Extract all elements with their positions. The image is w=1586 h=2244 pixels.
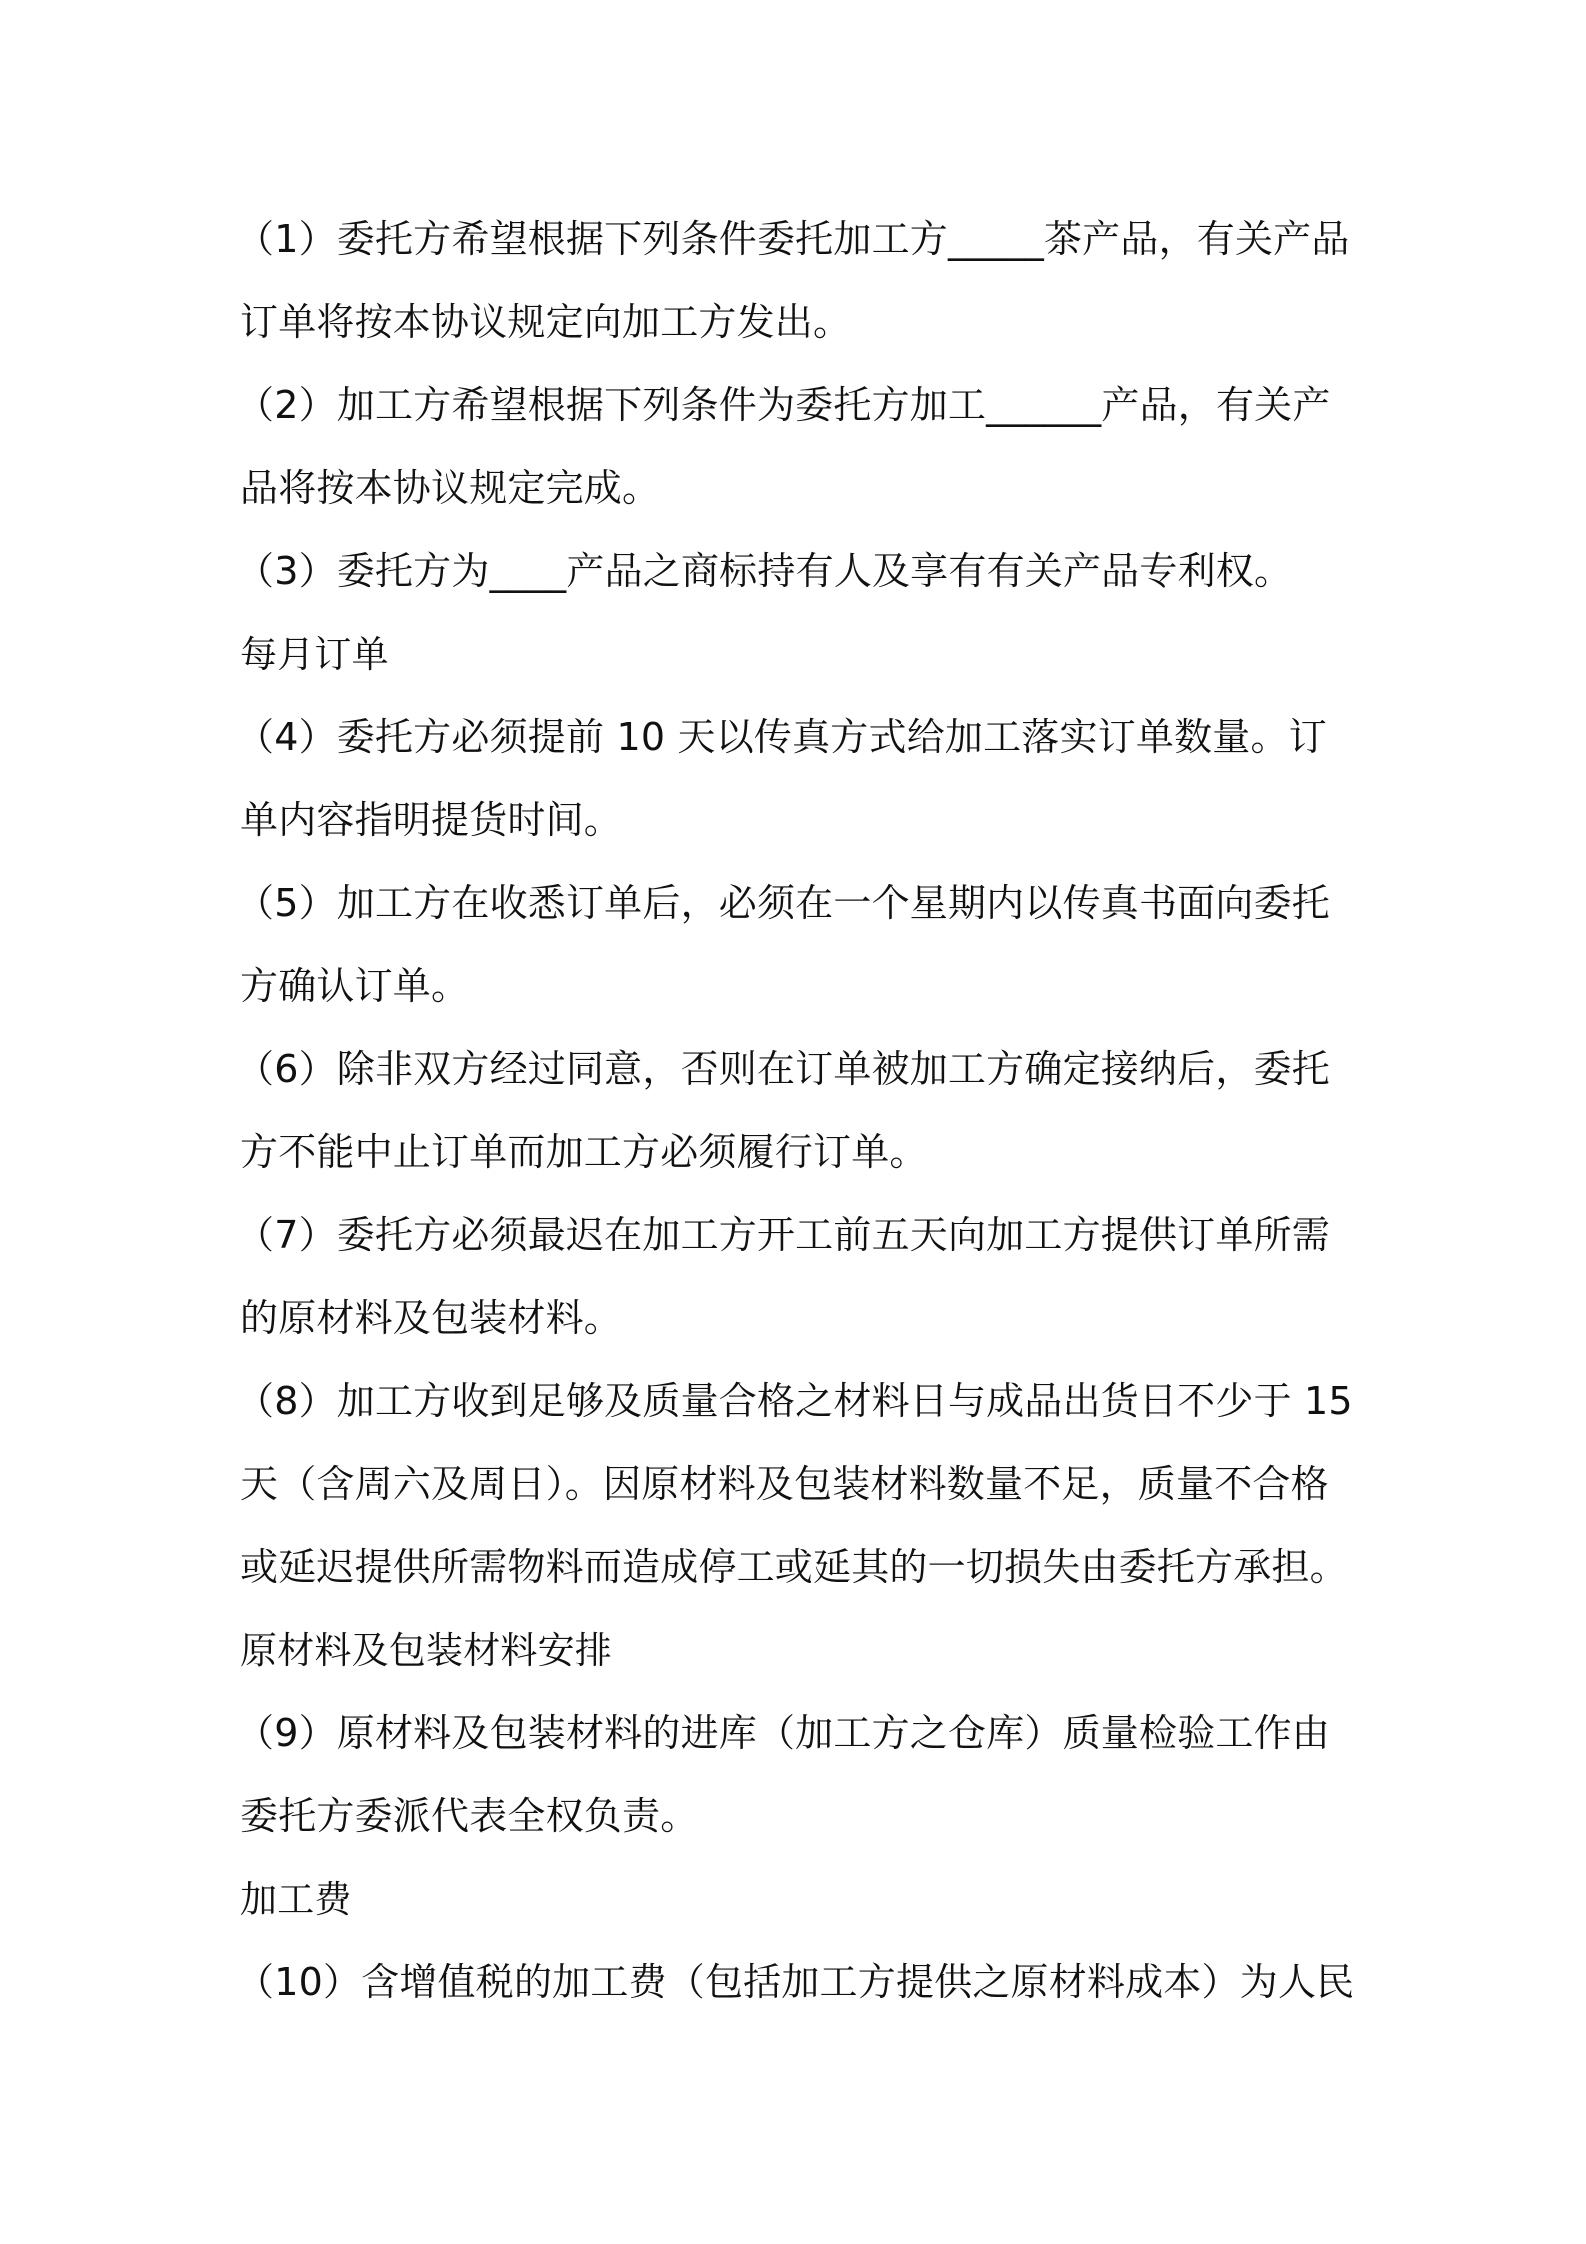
clause-10: （10）含增值税的加工费（包括加工方提供之原材料成本）为人民 [236,1960,1355,2004]
clause-3: （3）委托方为____产品之商标持有人及享有有关产品专利权。 [236,549,1293,593]
section-heading-monthly-orders: 每月订单 [240,633,389,676]
clause-9: （9）原材料及包装材料的进库（加工方之仓库）质量检验工作由委托方委派代表全权负责。 [236,1711,1330,1838]
document-page [236,198,1360,2024]
clause-6: （6）除非双方经过同意，否则在订单被加工方确定接纳后，委托方不能中止订单而加工方必须履行订单。 [236,1047,1330,1174]
clause-5: （5）加工方在收悉订单后，必须在一个星期内以传真书面向委托方确认订单。 [236,881,1330,1008]
section-heading-processing-fee: 加工费 [240,1878,352,1921]
clause-7: （7）委托方必须最迟在加工方开工前五天向加工方提供订单所需的原材料及包装材料。 [236,1213,1330,1340]
section-heading-materials: 原材料及包装材料安排 [240,1629,612,1672]
clause-2: （2）加工方希望根据下列条件为委托方加工______产品，有关产品将按本协议规定完成。 [236,383,1331,510]
clause-4: （4）委托方必须提前 10 天以传真方式给加工落实订单数量。订单内容指明提货时间。 [236,715,1327,842]
clause-1: （1）委托方希望根据下列条件委托加工方_____茶产品，有关产品订单将按本协议规定向加工方发出。 [236,217,1350,344]
clause-8: （8）加工方收到足够及质量合格之材料日与成品出货日不少于 15 天（含周六及周日）。因原材料及包装材料数量不足，质量不合格或延迟提供所需物料而造成停工或延其的一切损失由委托方承担。 [236,1379,1353,1589]
